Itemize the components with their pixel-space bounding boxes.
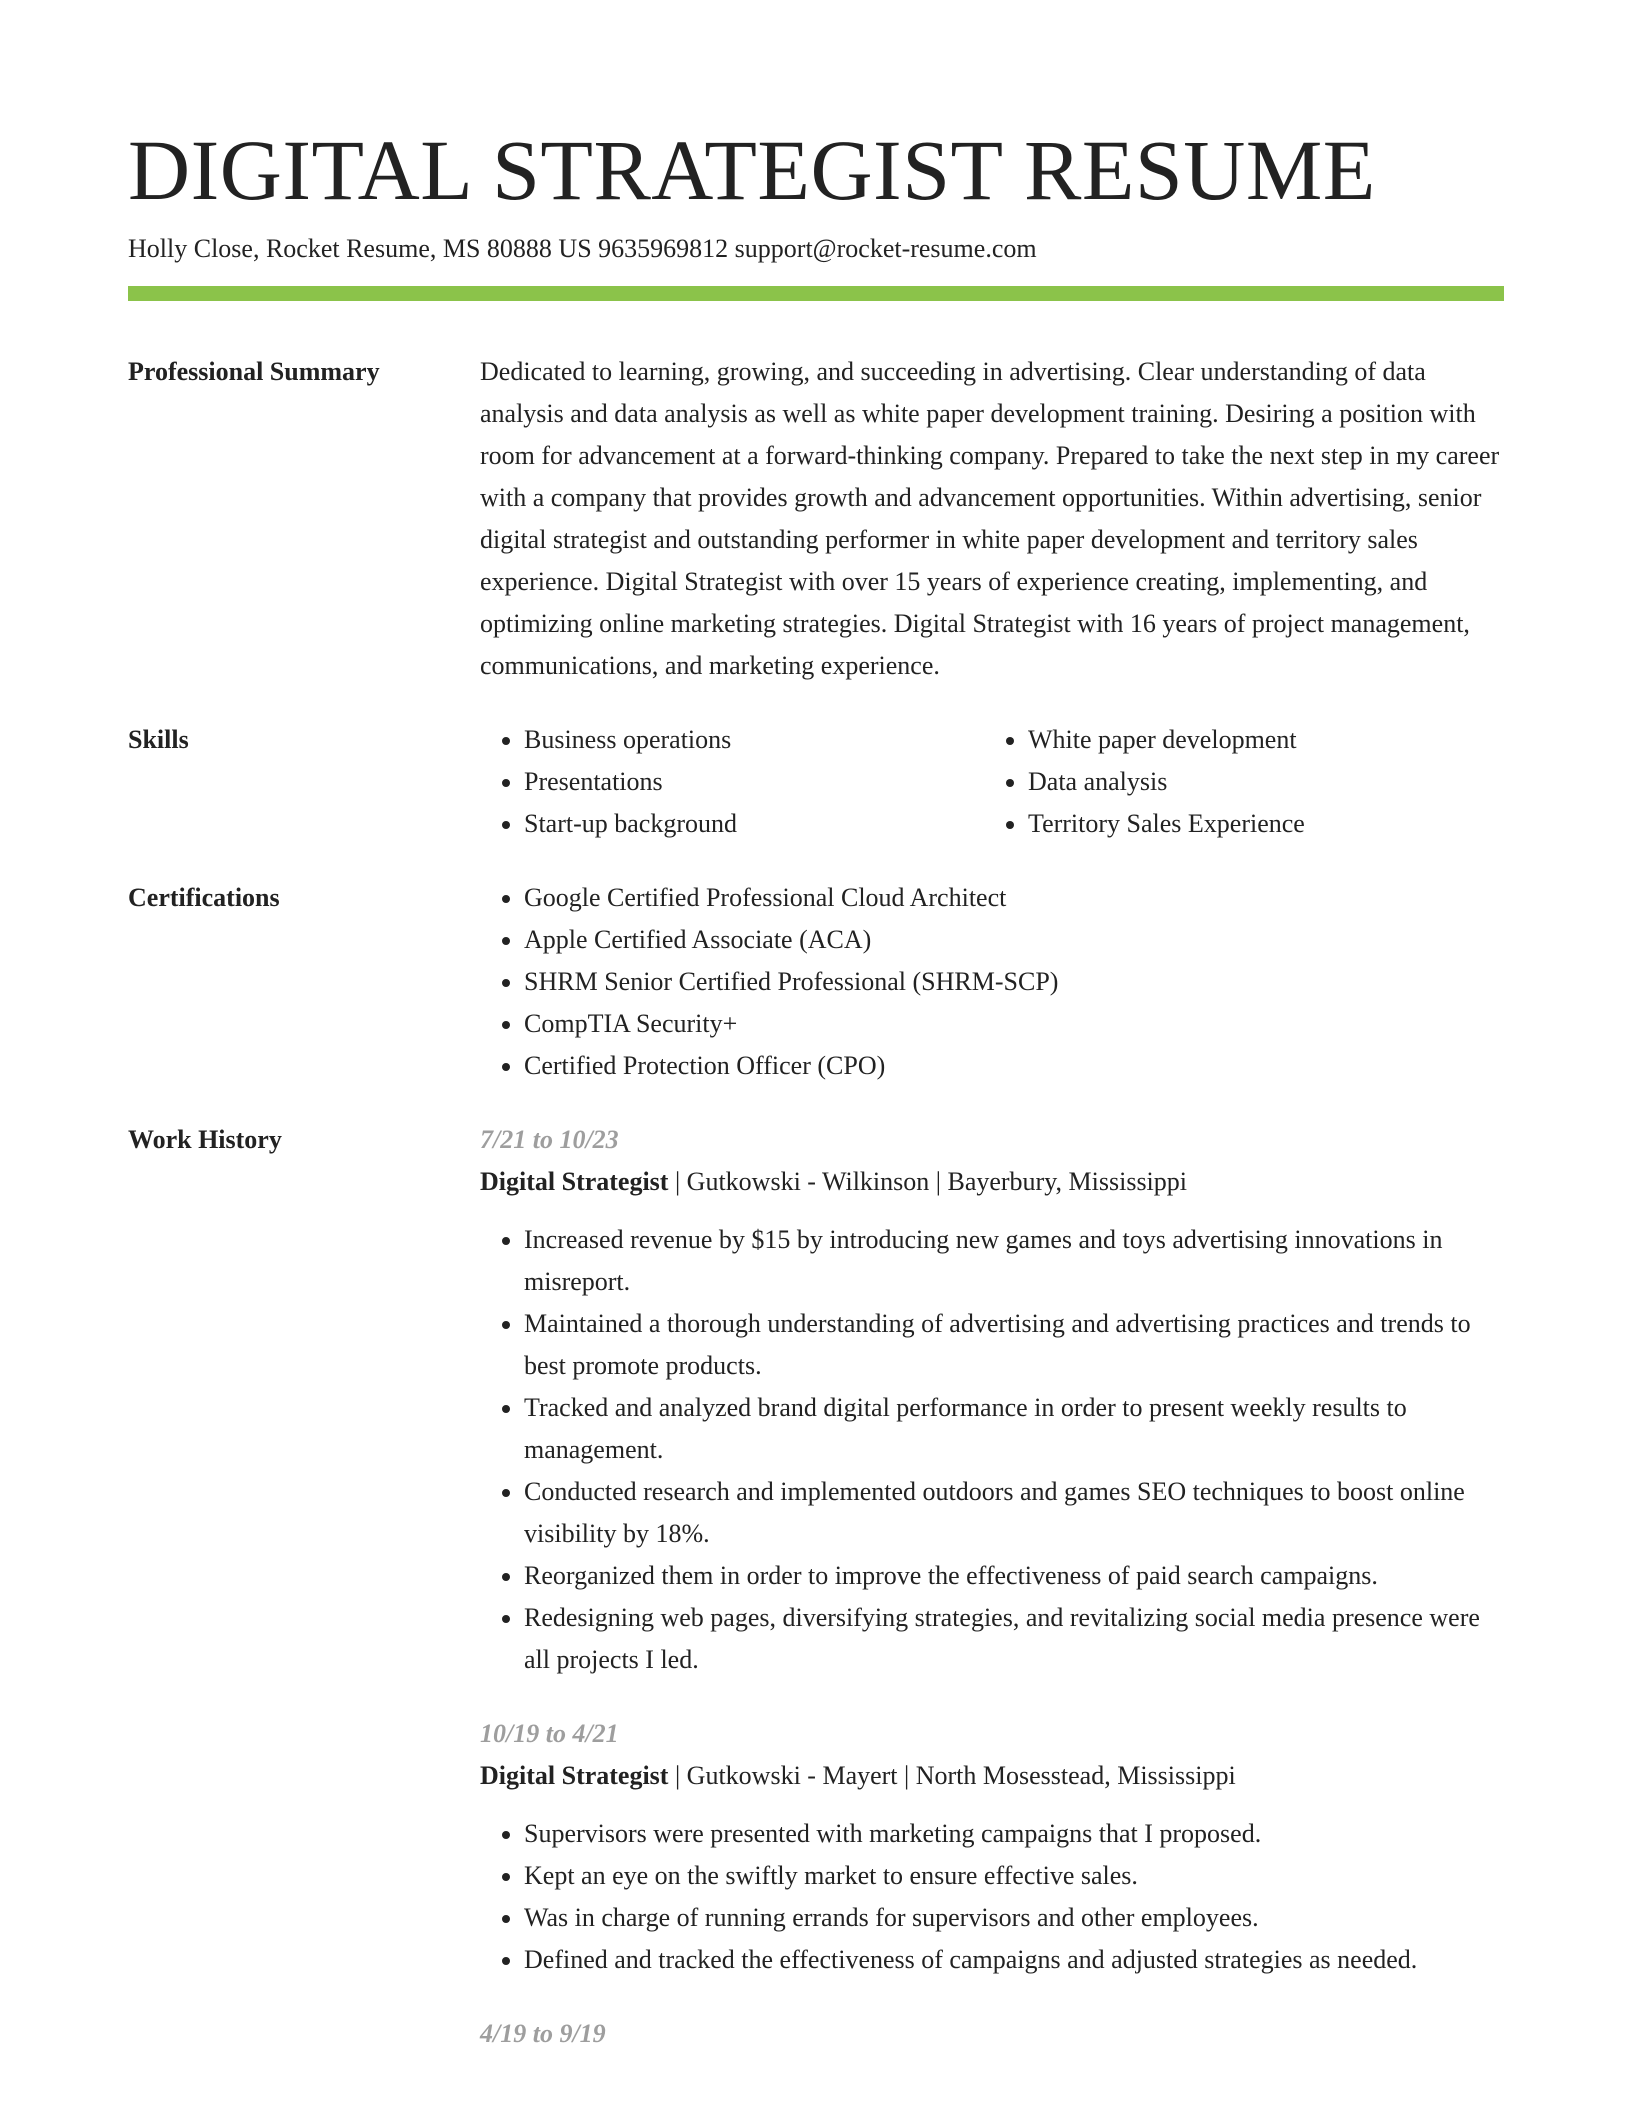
certifications-section [128,877,1504,1087]
job-bullet: • Conducted research and implemented outdoors and games SEO techniques to boost online visibility by 18%. [524,1471,1504,1555]
work-history-body [480,1119,1504,2055]
job-title: Digital Strategist [480,1167,669,1196]
skills-section [128,719,1504,845]
skill-item: • Data analysis [1028,761,1488,803]
job-bullet: • Kept an eye on the swiftly market to ensure effective sales. [524,1855,1504,1897]
summary-text: Dedicated to learning, growing, and succeeding in advertising. Clear understanding of data analysis and data analysis as well as white paper development training. Desiring a position with room for advancement at a forward-thinking company. Prepared to take the next step in my career with a company that provides growth and advancement opportunities. Within advertising, senior digital strategist and outstanding performer in white paper development and territory sales experience. Digital Strategist with over 15 years of experience creating, implementing, and optimizing online marketing strategies. Digital Strategist with 16 years of project management, communications, and marketing experience. [480,357,1500,680]
job-entry [480,1713,1504,1981]
skill-item: • Start-up background [524,803,984,845]
job-dates: 4/19 to 9/19 [480,2019,606,2048]
job-dates: 10/19 to 4/21 [480,1719,619,1748]
section-label-skills: Skills [128,725,189,754]
resume-page [128,0,1504,2055]
certifications-list [480,877,1504,1087]
accent-divider [128,286,1504,301]
skills-list-left [480,719,984,845]
job-entry [480,2013,1504,2055]
job-bullet: • Supervisors were presented with marketing campaigns that I proposed. [524,1813,1504,1855]
skill-item: • White paper development [1028,719,1488,761]
section-label-summary: Professional Summary [128,357,380,386]
job-bullets [480,1813,1504,1981]
job-bullet: • Maintained a thorough understanding of advertising and advertising practices and trends to best promote products. [524,1303,1504,1387]
job-bullet: • Defined and tracked the effectiveness of campaigns and adjusted strategies as needed. [524,1939,1504,1981]
job-heading [480,1161,1504,1203]
section-label-certifications: Certifications [128,883,280,912]
skills-grid [480,719,1504,845]
certification-item: • Google Certified Professional Cloud Architect [524,877,1504,919]
skill-item: • Territory Sales Experience [1028,803,1488,845]
contact-line: Holly Close, Rocket Resume, MS 80888 US 9635969812 support@rocket-resume.com [128,234,1037,263]
job-dates: 7/21 to 10/23 [480,1125,619,1154]
job-bullet: • Reorganized them in order to improve the effectiveness of paid search campaigns. [524,1555,1504,1597]
certification-item: • Certified Protection Officer (CPO) [524,1045,1504,1087]
job-title: Digital Strategist [480,1761,669,1790]
summary-section [128,351,1504,687]
job-details: | Gutkowski - Mayert | North Mosesstead, Mississippi [668,1761,1236,1790]
skills-list-right [984,719,1488,845]
section-label-work-history: Work History [128,1125,282,1154]
job-bullet: • Was in charge of running errands for supervisors and other employees. [524,1897,1504,1939]
job-bullet: • Redesigning web pages, diversifying strategies, and revitalizing social media presence were all projects I led. [524,1597,1504,1681]
job-bullets [480,1219,1504,1681]
job-details: | Gutkowski - Wilkinson | Bayerbury, Mississippi [668,1167,1188,1196]
job-heading [480,1755,1504,1797]
certification-item: • CompTIA Security+ [524,1003,1504,1045]
job-entry [480,1119,1504,1681]
certification-item: • Apple Certified Associate (ACA) [524,919,1504,961]
skill-item: • Presentations [524,761,984,803]
certifications-body [480,877,1504,1087]
job-bullet: • Increased revenue by $15 by introducing new games and toys advertising innovations in misreport. [524,1219,1504,1303]
skill-item: • Business operations [524,719,984,761]
job-bullet: • Tracked and analyzed brand digital performance in order to present weekly results to management. [524,1387,1504,1471]
certification-item: • SHRM Senior Certified Professional (SHRM-SCP) [524,961,1504,1003]
work-history-section [128,1119,1504,2055]
page-title: DIGITAL STRATEGIST RESUME [128,122,1376,218]
